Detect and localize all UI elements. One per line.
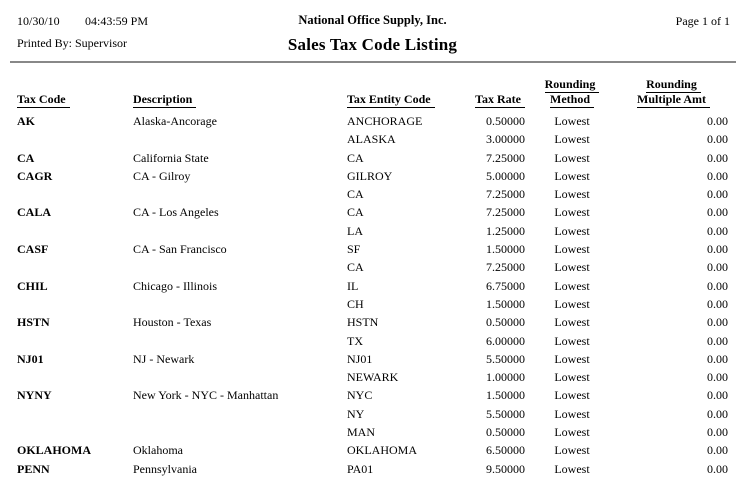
- table-header-row: [17, 77, 728, 112]
- tax-rate-cell: 0.50000: [486, 425, 525, 440]
- column-header-tax-code: Tax Code: [17, 77, 133, 112]
- tax-entity-code-cell: CA: [347, 260, 364, 275]
- tax-rate-cell: 3.00000: [486, 132, 525, 147]
- rounding-multiple-amt-cell: 0.00: [707, 425, 728, 440]
- table-row: [17, 295, 728, 313]
- report-title: Sales Tax Code Listing: [287, 35, 458, 54]
- tax-rate-cell: 1.00000: [486, 370, 525, 385]
- rounding-method-cell: Lowest: [554, 150, 590, 165]
- tax-rate-cell: 5.50000: [486, 406, 525, 421]
- column-header-rounding-multiple-amt: Rounding Multiple Amt: [619, 77, 728, 112]
- tax-entity-code-cell: IL: [347, 278, 359, 293]
- rounding-multiple-amt-cell: 0.00: [707, 296, 728, 311]
- description-cell: NJ - Newark: [133, 351, 195, 366]
- description-cell: [133, 222, 347, 240]
- tax-entity-code-cell: ALASKA: [347, 132, 396, 147]
- tax-entity-code-cell: GILROY: [347, 168, 393, 183]
- printed-by: Printed By: Supervisor: [17, 36, 127, 50]
- rounding-multiple-amt-cell: 0.00: [707, 187, 728, 202]
- description-cell: [133, 423, 347, 441]
- rounding-method-cell: Lowest: [554, 443, 590, 458]
- table-row: [17, 460, 728, 478]
- report-date: 10/30/10: [17, 14, 60, 28]
- table-row: [17, 386, 728, 404]
- rounding-multiple-amt-cell: 0.00: [707, 333, 728, 348]
- tax-entity-code-cell: NY: [347, 406, 365, 421]
- rounding-multiple-amt-cell: 0.00: [707, 260, 728, 275]
- rounding-method-cell: Lowest: [554, 187, 590, 202]
- rounding-method-cell: Lowest: [554, 278, 590, 293]
- rounding-method-cell: Lowest: [554, 132, 590, 147]
- description-cell: CA - Los Angeles: [133, 205, 219, 220]
- table-row: [17, 149, 728, 167]
- tax-code-cell: CASF: [17, 242, 49, 257]
- tax-code-cell: [17, 332, 133, 350]
- rounding-method-cell: Lowest: [554, 205, 590, 220]
- table-row: [17, 258, 728, 276]
- table-row: [17, 167, 728, 185]
- rounding-multiple-amt-cell: 0.00: [707, 114, 728, 128]
- table-row: [17, 130, 728, 148]
- tax-code-cell: PENN: [17, 461, 50, 476]
- rounding-method-cell: Lowest: [554, 315, 590, 330]
- rounding-multiple-amt-cell: 0.00: [707, 278, 728, 293]
- rounding-multiple-amt-cell: 0.00: [707, 132, 728, 147]
- table-row: [17, 203, 728, 221]
- tax-code-cell: [17, 295, 133, 313]
- rounding-multiple-amt-cell: 0.00: [707, 461, 728, 476]
- rounding-multiple-amt-cell: 0.00: [707, 370, 728, 385]
- rounding-multiple-amt-cell: 0.00: [707, 150, 728, 165]
- rounding-multiple-amt-cell: 0.00: [707, 242, 728, 257]
- rounding-method-cell: Lowest: [554, 406, 590, 421]
- rounding-method-cell: Lowest: [554, 388, 590, 403]
- tax-rate-cell: 5.50000: [486, 351, 525, 366]
- description-cell: New York - NYC - Manhattan: [133, 388, 279, 403]
- tax-entity-code-cell: MAN: [347, 425, 376, 440]
- description-cell: Chicago - Illinois: [133, 278, 217, 293]
- tax-code-cell: CHIL: [17, 278, 48, 293]
- rounding-method-cell: Lowest: [554, 425, 590, 440]
- tax-entity-code-cell: NYC: [347, 388, 373, 403]
- description-cell: CA - Gilroy: [133, 168, 191, 183]
- table-row: [17, 405, 728, 423]
- rounding-method-cell: Lowest: [554, 223, 590, 238]
- table-row: [17, 441, 728, 459]
- tax-code-cell: OKLAHOMA: [17, 443, 91, 458]
- header-rule: [10, 61, 736, 63]
- tax-rate-cell: 9.50000: [486, 461, 525, 476]
- tax-entity-code-cell: CH: [347, 296, 364, 311]
- table-row: [17, 185, 728, 203]
- tax-rate-cell: 6.00000: [486, 333, 525, 348]
- tax-code-cell: HSTN: [17, 315, 50, 330]
- tax-rate-cell: 1.25000: [486, 223, 525, 238]
- description-cell: [133, 405, 347, 423]
- tax-rate-cell: 0.50000: [486, 315, 525, 330]
- rounding-method-cell: Lowest: [554, 461, 590, 476]
- tax-code-cell: [17, 368, 133, 386]
- tax-code-cell: CA: [17, 150, 35, 165]
- table-row: [17, 332, 728, 350]
- rounding-method-cell: Lowest: [554, 370, 590, 385]
- rounding-method-cell: Lowest: [554, 168, 590, 183]
- tax-rate-cell: 6.75000: [486, 278, 525, 293]
- rounding-method-cell: Lowest: [554, 351, 590, 366]
- rounding-multiple-amt-cell: 0.00: [707, 223, 728, 238]
- tax-entity-code-cell: ANCHORAGE: [347, 114, 423, 128]
- rounding-multiple-amt-cell: 0.00: [707, 388, 728, 403]
- description-cell: [133, 130, 347, 148]
- rounding-multiple-amt-cell: 0.00: [707, 315, 728, 330]
- tax-rate-cell: 1.50000: [486, 388, 525, 403]
- rounding-method-cell: Lowest: [554, 260, 590, 275]
- rounding-multiple-amt-cell: 0.00: [707, 205, 728, 220]
- description-cell: Pennsylvania: [133, 461, 197, 476]
- tax-code-cell: AK: [17, 114, 35, 128]
- sales-tax-code-table: [17, 77, 728, 478]
- rounding-method-cell: Lowest: [554, 333, 590, 348]
- table-row: [17, 350, 728, 368]
- tax-entity-code-cell: TX: [347, 333, 363, 348]
- tax-entity-code-cell: NEWARK: [347, 370, 399, 385]
- rounding-method-cell: Lowest: [554, 242, 590, 257]
- tax-code-cell: [17, 185, 133, 203]
- tax-code-cell: CALA: [17, 205, 52, 220]
- description-cell: [133, 185, 347, 203]
- column-header-tax-entity-code: Tax Entity Code: [347, 77, 458, 112]
- rounding-method-cell: Lowest: [554, 114, 590, 128]
- page-indicator: Page 1 of 1: [675, 14, 730, 28]
- tax-code-cell: [17, 222, 133, 240]
- table-row: [17, 277, 728, 295]
- tax-code-cell: [17, 405, 133, 423]
- rounding-multiple-amt-cell: 0.00: [707, 351, 728, 366]
- tax-code-cell: NJ01: [17, 351, 44, 366]
- tax-rate-cell: 7.25000: [486, 150, 525, 165]
- tax-entity-code-cell: CA: [347, 187, 364, 202]
- description-cell: [133, 258, 347, 276]
- tax-rate-cell: 0.50000: [486, 114, 525, 128]
- tax-code-cell: [17, 258, 133, 276]
- tax-code-cell: NYNY: [17, 388, 52, 403]
- tax-code-cell: CAGR: [17, 168, 53, 183]
- tax-rate-cell: 7.25000: [486, 260, 525, 275]
- table-body: [17, 112, 728, 478]
- description-cell: California State: [133, 150, 209, 165]
- tax-rate-cell: 7.25000: [486, 187, 525, 202]
- description-cell: [133, 368, 347, 386]
- tax-entity-code-cell: OKLAHOMA: [347, 443, 417, 458]
- tax-entity-code-cell: LA: [347, 223, 363, 238]
- description-cell: Oklahoma: [133, 443, 183, 458]
- tax-entity-code-cell: SF: [347, 242, 361, 257]
- rounding-multiple-amt-cell: 0.00: [707, 443, 728, 458]
- description-cell: [133, 332, 347, 350]
- rounding-method-cell: Lowest: [554, 296, 590, 311]
- tax-entity-code-cell: PA01: [347, 461, 374, 476]
- description-cell: Houston - Texas: [133, 315, 212, 330]
- tax-rate-cell: 7.25000: [486, 205, 525, 220]
- table-row: [17, 112, 728, 130]
- rounding-multiple-amt-cell: 0.00: [707, 168, 728, 183]
- tax-rate-cell: 1.50000: [486, 296, 525, 311]
- column-header-rounding-method: Rounding Method: [525, 77, 619, 112]
- column-header-description: Description: [133, 77, 347, 112]
- tax-entity-code-cell: NJ01: [347, 351, 373, 366]
- company-name: National Office Supply, Inc.: [298, 13, 447, 27]
- description-cell: CA - San Francisco: [133, 242, 227, 257]
- tax-entity-code-cell: CA: [347, 205, 364, 220]
- tax-entity-code-cell: HSTN: [347, 315, 379, 330]
- tax-code-cell: [17, 130, 133, 148]
- tax-rate-cell: 6.50000: [486, 443, 525, 458]
- table-row: [17, 240, 728, 258]
- table-row: [17, 423, 728, 441]
- rounding-multiple-amt-cell: 0.00: [707, 406, 728, 421]
- tax-rate-cell: 5.00000: [486, 168, 525, 183]
- description-cell: Alaska-Ancorage: [133, 114, 217, 128]
- table-row: [17, 368, 728, 386]
- tax-rate-cell: 1.50000: [486, 242, 525, 257]
- description-cell: [133, 295, 347, 313]
- table-row: [17, 222, 728, 240]
- table-row: [17, 313, 728, 331]
- column-header-tax-rate: Tax Rate: [458, 77, 525, 112]
- tax-code-cell: [17, 423, 133, 441]
- tax-entity-code-cell: CA: [347, 150, 364, 165]
- report-time: 04:43:59 PM: [85, 14, 149, 28]
